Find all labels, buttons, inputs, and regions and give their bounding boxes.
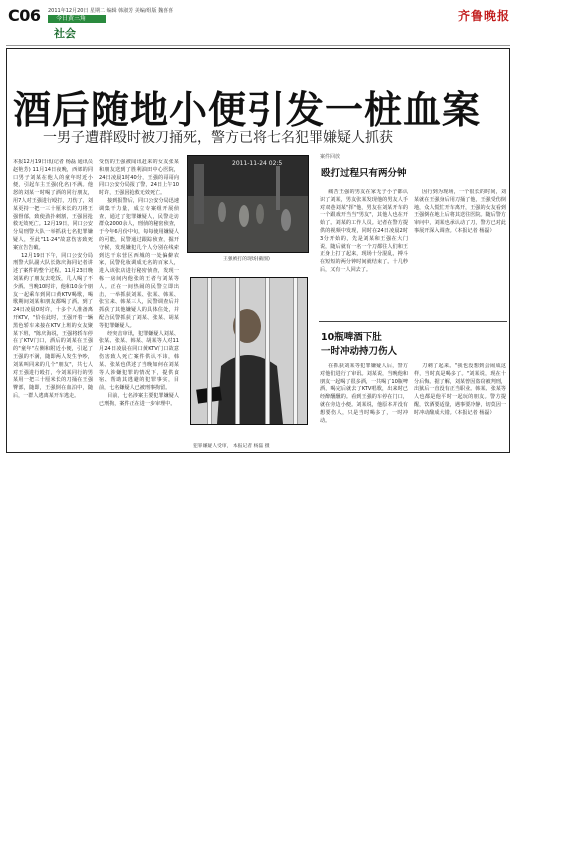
- sidebar-column-2: [414, 189, 506, 307]
- paragraph: 经突击审讯，犯罪嫌疑人刘某、张某、张某、韩某、胡某等人对11月24日凌晨在同口黄KTV门口故意伤害致人死亡案件供认不讳，韩某、张某也供述了当晚如何在刘某等人涉嫌犯罪的情况下，提供食宿、帮助其逃避的犯罪事实，目前，七名嫌疑人已被刑事拘留。: [99, 330, 179, 392]
- article-column-2: [99, 159, 179, 451]
- paragraph: 因行到为现场，一个很长的时间，刘某就在王强身后用刀捅了他，王强受伤倒地，众人慌忙开车离开，王强的女友看到王强倒在地上后将其送往医院。随后警方审问中，刘某也承认动了刀，警方已对此事展开深入调查。（本报记者 杨磊）: [414, 189, 506, 234]
- section-band: 今日黄三角: [48, 15, 106, 23]
- photo1-caption: 王强被打的现场(截图): [223, 257, 270, 262]
- newspaper-page: [6, 4, 510, 454]
- suspect-photo: [190, 277, 308, 425]
- bar-icon: [293, 278, 298, 425]
- surveillance-scene-image: [188, 156, 308, 252]
- bar-icon: [207, 278, 212, 425]
- kicker-label: 案件回放: [320, 154, 341, 160]
- paragraph: 本报12月19日讯(记者 杨磊 通讯员 赵艳芳) 11月14日夜晚，西郊的同口男子刘某在他人的童年时近小便，引起车主王强(化名)不满。他怒的刘某一时喝了酒的同行朋友，用7人对王强进行殴打，刀伤了，刘某更持一把一三十厘米长的刀将王强督郁，致使劲扑刺割，王强因抢救无效死亡。12月19日，同口公安分局刑警大队一举抓获七名犯罪嫌疑人，至此"11·24"故意伤害致死案宣告告破。: [13, 159, 93, 251]
- sidebar-title: 殴打过程只有两分钟: [321, 168, 407, 179]
- issue-meta: 2011年12月20日 星期二 编辑 韩淑芳 美编/组版 魏喜喜: [48, 8, 174, 14]
- subheadline: 一男子遭群殴时被刀捅死，警方已将七名犯罪嫌疑人抓获: [43, 130, 393, 146]
- page-number: C06: [8, 6, 41, 25]
- paragraph: 目前，七名涉案主要犯罪嫌疑人已刑拘，案件正在进一步审理中。: [99, 392, 179, 407]
- article-column-1: [13, 159, 93, 451]
- sidebar2-column-2: [414, 363, 506, 451]
- sidebar2-title: 10瓶啤酒下肚 一时冲动持刀伤人: [321, 332, 398, 357]
- section-title: 社会: [54, 27, 76, 40]
- sidebar2-column-1: [320, 363, 408, 451]
- video-timestamp: 2011-11-24 02:5: [232, 160, 283, 167]
- article-box: [6, 48, 510, 453]
- paragraph: 在抓获刘某等犯罪嫌疑人后，警方对他们进行了审讯。刘某说，当晚他和朋友一起喝了很多酒，一共喝了10瓶啤酒，喝完后就去了KTV唱歌，出来时已经醉醺醺的。看到王强的车停在门口，就在旁边小便。刘某说，他原本并没有想要伤人，只是当时喝多了，一时冲动。: [320, 363, 408, 424]
- headline: 酒后随地小便引发一桩血案: [13, 88, 482, 132]
- bar-icon: [235, 278, 240, 425]
- paragraph: 受伤的王强被闻讯赶来的女友张某和朋友送到了胜利油田中心医院，24日凌晨1时40分，王强的哥哥向同口公安分局报了警，24日上午10时许，王强因抢救无效死亡。: [99, 159, 179, 197]
- paragraph: 接到报警后，同口公安分局迅速调集干力量，成立专案组开展侦查，通过了犯罪嫌疑人，民警走访群众2000余人，刑侦的秘密侦查，于今年6月份中旬，每每使用嫌疑人的可能，民警通过跟踪侦查，掘开守候，发现嫌犯几个人分别在线索到达干东营区西城的一处偏僻农家，民警化妆调成无名的百家人，进入该张店进行秘密侦查，发现一栋一房间内他张的王者与刘某等人。正在一间热闹的民警立即出击，一举抓获刘某、张某、韩某、张宝来、韩某三人，民警调查后并抓获了其他嫌疑人的具体住处，并配合民警抓获了刘某、张某、胡某等犯罪嫌疑人。: [99, 197, 179, 329]
- page-header: [6, 4, 510, 44]
- paragraph: 刀刺了起来。"我也没想到会闹成这样，当时真是喝多了。"刘某说，现在十分后悔。据了解，刘某曾因盗窃被判刑，出狱后一直没有正当职业。韩某、张某等人也都是他平时一起玩的朋友。警方提醒，饮酒要适量，遇事要冷静，切莫因一时冲动酿成大错。（本报记者 杨磊）: [414, 363, 506, 416]
- surveillance-photo: [187, 155, 309, 253]
- paragraph: 12月19日下午，同口公安分局刑警大队副大队长陈庆海同记者讲述了案件的整个过程。11月23日晚刘某约了朋友去吃饭，几人喝了不少酒。当晚10时许，他和10余个朋友一起乘车到同口黄KTV喝歌，喝歌期间刘某和朋友都喝了酒。到了24日凌晨0时许，十多个人准备离开KTV，"恰在此时，王强开着一辆黑色轿车来接在KTV上班的女友聚某下班，"陈庆海说，王强将轿车停在了KTV门口，酒后的刘某在王强的"童年"左侧和附近小便，引起了王强的不满，随即两人发生争吵，刘某叫同来的几个"朋友"，共七人对王强进行殴打，今刘某同行的男某用一把三十厘米长的刀捅在王强臀部，随即，王强倒在血泊中，随后，一群人逃离某开车逃走。: [13, 252, 93, 399]
- newspaper-logo: 齐鲁晚报: [458, 9, 511, 23]
- sidebar-column-1: [320, 189, 408, 307]
- section-divider: [319, 321, 507, 322]
- bar-icon: [265, 278, 270, 425]
- header-rule: [6, 45, 510, 46]
- paragraph: 痛苦王强的男友在家无子小子都认识了刘某，男友张某发现他的男友人手对双巷刘某"挥"他，男友在刘某开车的一个跟戏开当当"男友"，其他人也在开始了。刘某的工作人员。记者在警方提供的视频中发现，同时在24日凌晨2时3分开始的，先是刘某和王强在大门说，随后就有一名一个刀都往人们和王正身上打了起来，现场十分混乱，搏斗在短短的两分钟时间就结束了。十几秒后，又有一人回去了。: [320, 189, 408, 273]
- photo2-caption: 犯罪嫌疑人受审， 本报记者 杨磊 摄: [193, 444, 270, 449]
